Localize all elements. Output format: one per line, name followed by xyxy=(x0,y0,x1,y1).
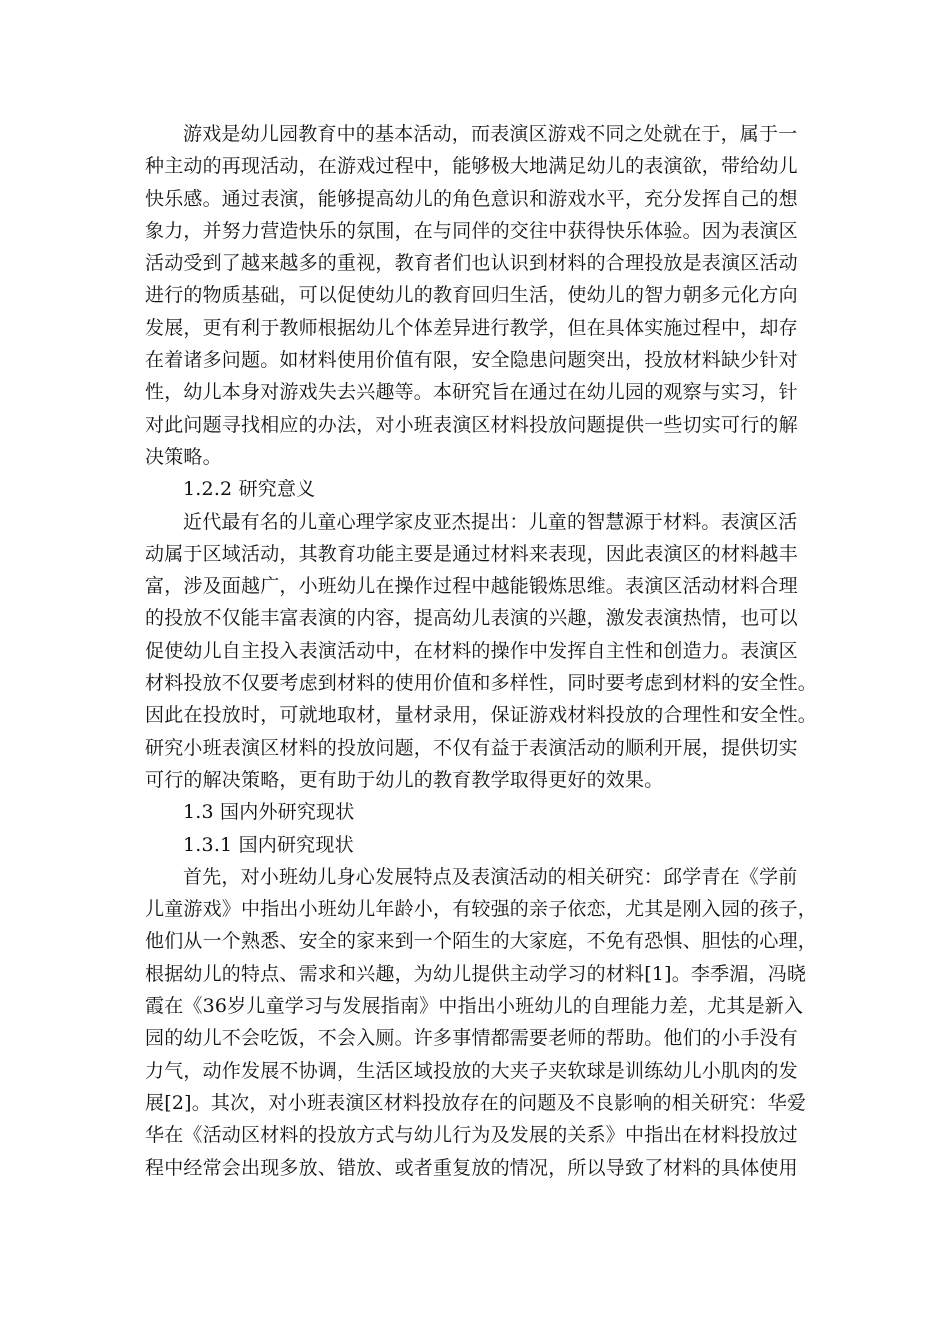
paragraph-line: 种主动的再现活动，在游戏过程中，能够极大地满足幼儿的表演欲，带给幼儿 xyxy=(145,155,798,178)
paragraph-line: 展[2]。其次，对小班表演区材料投放存在的问题及不良影响的相关研究：华爱 xyxy=(145,1091,807,1114)
paragraph-line: 快乐感。通过表演，能够提高幼儿的角色意识和游戏水平，充分发挥自己的想 xyxy=(145,187,798,210)
paragraph-line: 因此在投放时，可就地取材，量材录用，保证游戏材料投放的合理性和安全性。 xyxy=(145,704,818,727)
paragraph-line: 程中经常会出现多放、错放、或者重复放的情况，所以导致了材料的具体使用 xyxy=(145,1156,798,1179)
paragraph-line: 促使幼儿自主投入表演活动中，在材料的操作中发挥自主性和创造力。表演区 xyxy=(145,639,798,662)
paragraph-line: 园的幼儿不会吃饭，不会入厕。许多事情都需要老师的帮助。他们的小手没有 xyxy=(145,1027,798,1050)
paragraph-line: 可行的解决策略，更有助于幼儿的教育教学取得更好的效果。 xyxy=(145,768,664,791)
document-body xyxy=(145,118,818,1184)
paragraph-line: 游戏是幼儿园教育中的基本活动，而表演区游戏不同之处就在于，属于一 xyxy=(183,123,798,145)
paragraph-line: 活动受到了越来越多的重视，教育者们也认识到材料的合理投放是表演区活动 xyxy=(145,252,798,275)
paragraph-line: 象力，并努力营造快乐的氛围，在与同伴的交往中获得快乐体验。因为表演区 xyxy=(145,219,798,242)
section-heading: 1.3 国内外研究现状 xyxy=(183,801,355,824)
paragraph-line: 在着诸多问题。如材料使用价值有限，安全隐患问题突出，投放材料缺少针对 xyxy=(145,349,798,372)
paragraph-line: 儿童游戏》中指出小班幼儿年龄小，有较强的亲子依恋，尤其是刚入园的孩子， xyxy=(145,898,818,921)
paragraph-line: 霞在《36岁儿童学习与发展指南》中指出小班幼儿的自理能力差，尤其是新入 xyxy=(145,995,804,1018)
paragraph-line: 性，幼儿本身对游戏失去兴趣等。本研究旨在通过在幼儿园的观察与实习，针 xyxy=(145,381,798,404)
paragraph-line: 首先，对小班幼儿身心发展特点及表演活动的相关研究：邱学青在《学前 xyxy=(183,865,798,888)
paragraph-line: 进行的物质基础，可以促使幼儿的教育回归生活，使幼儿的智力朝多元化方向 xyxy=(145,284,798,307)
paragraph-line: 富，涉及面越广，小班幼儿在操作过程中越能锻炼思维。表演区活动材料合理 xyxy=(145,575,798,598)
paragraph-line: 的投放不仅能丰富表演的内容，提高幼儿表演的兴趣，激发表演热情，也可以 xyxy=(145,607,798,630)
paragraph-line: 力气，动作发展不协调，生活区域投放的大夹子夹软球是训练幼儿小肌肉的发 xyxy=(145,1059,798,1082)
section-heading: 1.3.1 国内研究现状 xyxy=(183,833,354,856)
paragraph-line: 对此问题寻找相应的办法，对小班表演区材料投放问题提供一些切实可行的解 xyxy=(145,413,798,436)
section-heading: 1.2.2 研究意义 xyxy=(183,478,316,501)
paragraph-line: 根据幼儿的特点、需求和兴趣，为幼儿提供主动学习的材料[1]。李季湄，冯晓 xyxy=(145,962,807,985)
paragraph-line: 决策略。 xyxy=(145,445,222,468)
paragraph-line: 近代最有名的儿童心理学家皮亚杰提出：儿童的智慧源于材料。表演区活 xyxy=(183,510,798,533)
paragraph-line: 材料投放不仅要考虑到材料的使用价值和多样性，同时要考虑到材料的安全性。 xyxy=(145,672,818,695)
paragraph-line: 华在《活动区材料的投放方式与幼儿行为及发展的关系》中指出在材料投放过 xyxy=(145,1124,798,1147)
paragraph-line: 动属于区域活动，其教育功能主要是通过材料来表现，因此表演区的材料越丰 xyxy=(145,542,798,565)
paragraph-line: 发展，更有利于教师根据幼儿个体差异进行教学，但在具体实施过程中，却存 xyxy=(145,316,798,339)
paragraph-line: 他们从一个熟悉、安全的家来到一个陌生的大家庭，不免有恐惧、胆怯的心理， xyxy=(145,930,818,953)
paragraph-line: 研究小班表演区材料的投放问题，不仅有益于表演活动的顺利开展，提供切实 xyxy=(145,736,798,759)
